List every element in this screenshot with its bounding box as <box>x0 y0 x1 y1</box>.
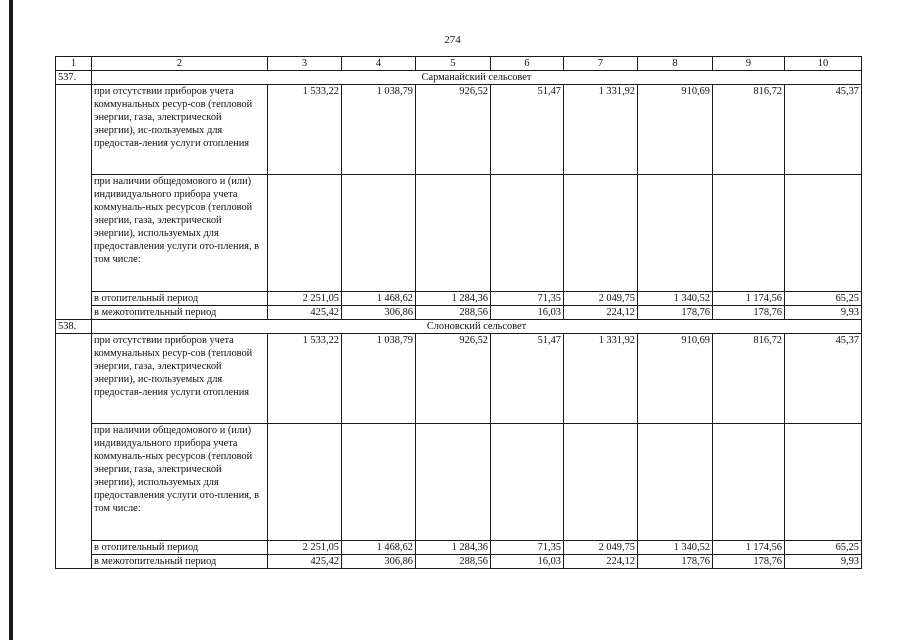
empty-cell <box>342 424 416 541</box>
table-row <box>56 292 862 306</box>
value-cell: 45,37 <box>785 85 862 175</box>
value-cell: 2 251,05 <box>268 292 342 306</box>
value-cell: 1 468,62 <box>342 541 416 555</box>
value-cell: 1 038,79 <box>342 334 416 424</box>
empty-cell <box>785 424 862 541</box>
column-header: 6 <box>491 57 564 71</box>
empty-cell <box>785 175 862 292</box>
value-cell: 51,47 <box>491 334 564 424</box>
tariff-table <box>55 56 862 569</box>
empty-cell <box>491 424 564 541</box>
page-number: 274 <box>444 34 461 46</box>
value-cell: 1 468,62 <box>342 292 416 306</box>
row-label: в отопительный период <box>92 541 268 555</box>
empty-cell <box>491 175 564 292</box>
column-header-row <box>56 57 862 71</box>
table-row <box>56 334 862 424</box>
value-cell: 926,52 <box>416 334 491 424</box>
column-header: 4 <box>342 57 416 71</box>
value-cell: 926,52 <box>416 85 491 175</box>
value-cell: 425,42 <box>268 555 342 569</box>
column-header: 9 <box>713 57 785 71</box>
row-label: в отопительный период <box>92 292 268 306</box>
empty-cell <box>268 175 342 292</box>
value-cell: 1 331,92 <box>564 334 638 424</box>
value-cell: 224,12 <box>564 306 638 320</box>
section-title: Слоновский сельсовет <box>92 320 862 334</box>
value-cell: 178,76 <box>713 555 785 569</box>
value-cell: 306,86 <box>342 555 416 569</box>
empty-cell <box>713 424 785 541</box>
value-cell: 71,35 <box>491 541 564 555</box>
value-cell: 910,69 <box>638 334 713 424</box>
value-cell: 71,35 <box>491 292 564 306</box>
column-header: 7 <box>564 57 638 71</box>
value-cell: 2 049,75 <box>564 541 638 555</box>
row-label: при отсутствии приборов учета коммунальных ресур-сов (тепловой энергии, газа, электрической энергии), ис-пользуемых для предостав-ления услуги отопления <box>92 85 268 175</box>
value-cell: 1 340,52 <box>638 292 713 306</box>
column-header: 5 <box>416 57 491 71</box>
empty-cell <box>564 175 638 292</box>
value-cell: 288,56 <box>416 306 491 320</box>
value-cell: 65,25 <box>785 292 862 306</box>
column-header: 10 <box>785 57 862 71</box>
section-row <box>56 320 862 334</box>
value-cell: 65,25 <box>785 541 862 555</box>
value-cell: 1 533,22 <box>268 85 342 175</box>
value-cell: 306,86 <box>342 306 416 320</box>
value-cell: 1 533,22 <box>268 334 342 424</box>
empty-cell <box>713 175 785 292</box>
empty-cell <box>564 424 638 541</box>
value-cell: 178,76 <box>638 306 713 320</box>
table-row <box>56 175 862 292</box>
column-header: 2 <box>92 57 268 71</box>
value-cell: 9,93 <box>785 306 862 320</box>
section-row <box>56 71 862 85</box>
value-cell: 816,72 <box>713 334 785 424</box>
value-cell: 178,76 <box>638 555 713 569</box>
value-cell: 910,69 <box>638 85 713 175</box>
empty-cell <box>56 85 92 320</box>
section-number: 537. <box>56 71 92 85</box>
section-number: 538. <box>56 320 92 334</box>
section-title: Сарманайский сельсовет <box>92 71 862 85</box>
empty-cell <box>416 424 491 541</box>
empty-cell <box>638 424 713 541</box>
row-label: в межотопительный период <box>92 306 268 320</box>
column-header: 1 <box>56 57 92 71</box>
table-row <box>56 85 862 175</box>
value-cell: 45,37 <box>785 334 862 424</box>
row-label: при наличии общедомового и (или) индивидуального прибора учета коммуналь-ных ресурсов (тепловой энергии, газа, электрической энергии), используемых для предоставления услуги ото-пления, в том числе: <box>92 424 268 541</box>
empty-cell <box>268 424 342 541</box>
value-cell: 1 174,56 <box>713 541 785 555</box>
value-cell: 9,93 <box>785 555 862 569</box>
table-row <box>56 555 862 569</box>
value-cell: 288,56 <box>416 555 491 569</box>
value-cell: 178,76 <box>713 306 785 320</box>
table-row <box>56 306 862 320</box>
column-header: 3 <box>268 57 342 71</box>
row-label: при отсутствии приборов учета коммунальных ресур-сов (тепловой энергии, газа, электрической энергии), ис-пользуемых для предостав-ления услуги отопления <box>92 334 268 424</box>
value-cell: 2 251,05 <box>268 541 342 555</box>
value-cell: 51,47 <box>491 85 564 175</box>
empty-cell <box>342 175 416 292</box>
value-cell: 1 284,36 <box>416 541 491 555</box>
row-label: при наличии общедомового и (или) индивидуального прибора учета коммуналь-ных ресурсов (тепловой энергии, газа, электрической энергии), используемых для предоставления услуги ото-пления, в том числе: <box>92 175 268 292</box>
table-row <box>56 541 862 555</box>
empty-cell <box>638 175 713 292</box>
value-cell: 1 038,79 <box>342 85 416 175</box>
table-row <box>56 424 862 541</box>
column-header: 8 <box>638 57 713 71</box>
value-cell: 2 049,75 <box>564 292 638 306</box>
value-cell: 1 340,52 <box>638 541 713 555</box>
row-label: в межотопительный период <box>92 555 268 569</box>
value-cell: 1 284,36 <box>416 292 491 306</box>
value-cell: 16,03 <box>491 306 564 320</box>
empty-cell <box>416 175 491 292</box>
value-cell: 1 174,56 <box>713 292 785 306</box>
page-edge-bar <box>9 0 13 640</box>
value-cell: 425,42 <box>268 306 342 320</box>
empty-cell <box>56 334 92 569</box>
value-cell: 1 331,92 <box>564 85 638 175</box>
value-cell: 816,72 <box>713 85 785 175</box>
value-cell: 224,12 <box>564 555 638 569</box>
value-cell: 16,03 <box>491 555 564 569</box>
